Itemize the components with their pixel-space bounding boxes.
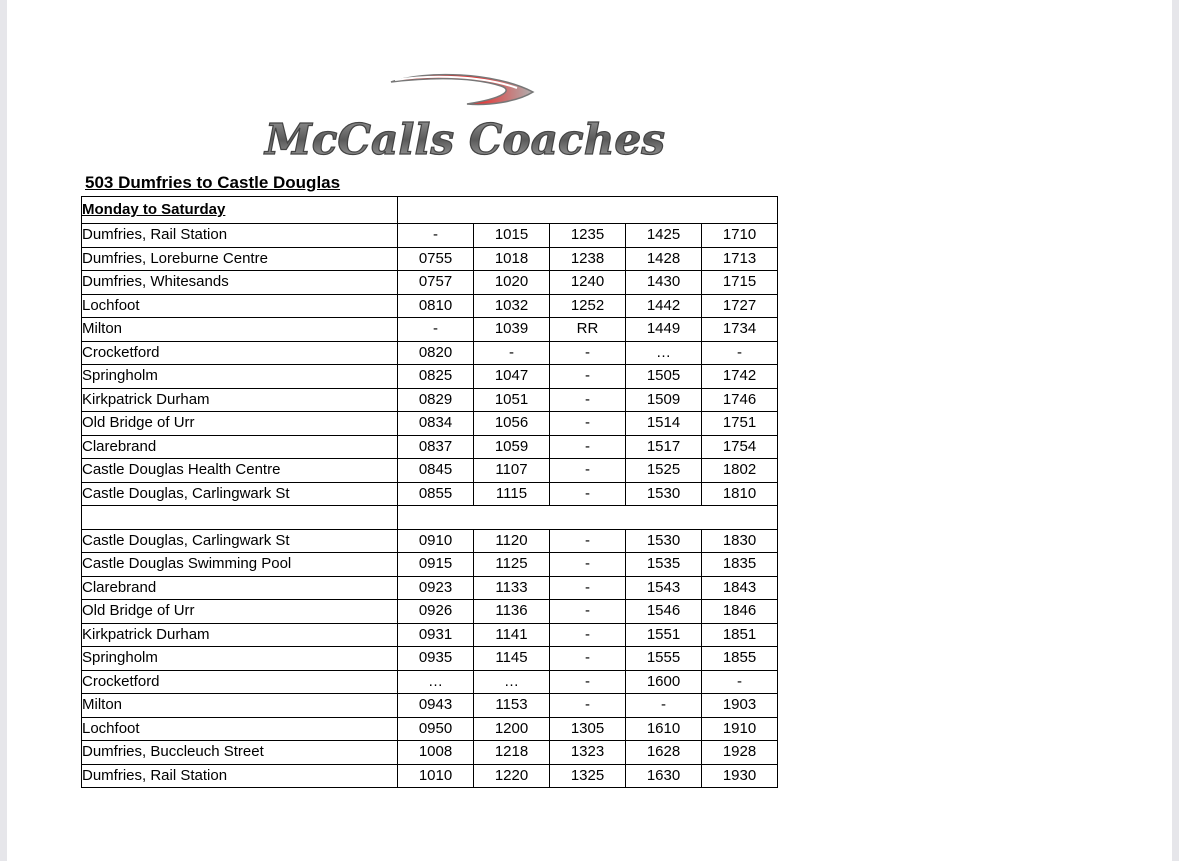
departure-time: - bbox=[550, 435, 626, 459]
timetable-row bbox=[82, 294, 778, 318]
section-spacer-row bbox=[82, 506, 778, 530]
stop-name: Dumfries, Whitesands bbox=[82, 271, 398, 295]
timetable-row bbox=[82, 600, 778, 624]
departure-time: 1145 bbox=[474, 647, 550, 671]
timetable-row bbox=[82, 764, 778, 788]
timetable-row bbox=[82, 341, 778, 365]
departure-time: - bbox=[550, 341, 626, 365]
stop-name: Dumfries, Rail Station bbox=[82, 764, 398, 788]
departure-time: 0950 bbox=[398, 717, 474, 741]
departure-time: 1746 bbox=[702, 388, 778, 412]
departure-time: - bbox=[550, 670, 626, 694]
departure-time: 0837 bbox=[398, 435, 474, 459]
departure-time: 1835 bbox=[702, 553, 778, 577]
timetable-row bbox=[82, 553, 778, 577]
departure-time: 0931 bbox=[398, 623, 474, 647]
departure-time: 1530 bbox=[626, 482, 702, 506]
departure-time: 0845 bbox=[398, 459, 474, 483]
departure-time: 0757 bbox=[398, 271, 474, 295]
departure-time: 1630 bbox=[626, 764, 702, 788]
departure-time: 1133 bbox=[474, 576, 550, 600]
departure-time: 1428 bbox=[626, 247, 702, 271]
departure-time: 1810 bbox=[702, 482, 778, 506]
stop-name: Old Bridge of Urr bbox=[82, 600, 398, 624]
departure-time: 1430 bbox=[626, 271, 702, 295]
stop-name: Springholm bbox=[82, 365, 398, 389]
timetable-row bbox=[82, 647, 778, 671]
departure-time: 1449 bbox=[626, 318, 702, 342]
stop-name: Kirkpatrick Durham bbox=[82, 623, 398, 647]
departure-time: 1240 bbox=[550, 271, 626, 295]
departure-time: 1551 bbox=[626, 623, 702, 647]
departure-time: - bbox=[550, 412, 626, 436]
stop-name: Kirkpatrick Durham bbox=[82, 388, 398, 412]
departure-time: 1742 bbox=[702, 365, 778, 389]
departure-time: 1715 bbox=[702, 271, 778, 295]
departure-time: 1238 bbox=[550, 247, 626, 271]
departure-time: 1855 bbox=[702, 647, 778, 671]
departure-time: 1141 bbox=[474, 623, 550, 647]
departure-time: 1903 bbox=[702, 694, 778, 718]
departure-time: 1727 bbox=[702, 294, 778, 318]
stop-name: Milton bbox=[82, 318, 398, 342]
departure-time: 0915 bbox=[398, 553, 474, 577]
spacer-cell bbox=[398, 506, 778, 530]
departure-time: 0935 bbox=[398, 647, 474, 671]
departure-time: 1517 bbox=[626, 435, 702, 459]
departure-time: 1047 bbox=[474, 365, 550, 389]
departure-time: 1830 bbox=[702, 529, 778, 553]
timetable-row bbox=[82, 741, 778, 765]
timetable-body bbox=[82, 197, 778, 788]
stop-name: Dumfries, Loreburne Centre bbox=[82, 247, 398, 271]
departure-time: - bbox=[550, 482, 626, 506]
departure-time: 1525 bbox=[626, 459, 702, 483]
stop-name: Milton bbox=[82, 694, 398, 718]
departure-time: 1546 bbox=[626, 600, 702, 624]
departure-time: 1754 bbox=[702, 435, 778, 459]
departure-time: - bbox=[702, 670, 778, 694]
departure-time: 1713 bbox=[702, 247, 778, 271]
departure-time: 0855 bbox=[398, 482, 474, 506]
departure-time: 1928 bbox=[702, 741, 778, 765]
departure-time: 1628 bbox=[626, 741, 702, 765]
departure-time: 0923 bbox=[398, 576, 474, 600]
departure-time: - bbox=[550, 553, 626, 577]
timetable-header-row bbox=[82, 197, 778, 224]
days-heading: Monday to Saturday bbox=[82, 197, 398, 224]
timetable-row bbox=[82, 247, 778, 271]
timetable-row bbox=[82, 694, 778, 718]
departure-time: … bbox=[474, 670, 550, 694]
stop-name: Crocketford bbox=[82, 341, 398, 365]
timetable-row bbox=[82, 717, 778, 741]
stop-name: Dumfries, Buccleuch Street bbox=[82, 741, 398, 765]
departure-time: 1235 bbox=[550, 224, 626, 248]
route-title: 503 Dumfries to Castle Douglas bbox=[85, 173, 341, 192]
stop-name: Dumfries, Rail Station bbox=[82, 224, 398, 248]
departure-time: 1535 bbox=[626, 553, 702, 577]
departure-time: - bbox=[550, 576, 626, 600]
departure-time: 1930 bbox=[702, 764, 778, 788]
timetable-row bbox=[82, 529, 778, 553]
departure-time: 1120 bbox=[474, 529, 550, 553]
departure-time: 1442 bbox=[626, 294, 702, 318]
logo-wordmark: McCalls Coaches bbox=[262, 115, 665, 164]
departure-time: 0910 bbox=[398, 529, 474, 553]
departure-time: - bbox=[550, 694, 626, 718]
departure-time: - bbox=[550, 388, 626, 412]
departure-time: 0829 bbox=[398, 388, 474, 412]
departure-time: - bbox=[550, 623, 626, 647]
departure-time: - bbox=[550, 647, 626, 671]
departure-time: 0810 bbox=[398, 294, 474, 318]
departure-time: 1530 bbox=[626, 529, 702, 553]
stop-name: Old Bridge of Urr bbox=[82, 412, 398, 436]
timetable-row bbox=[82, 670, 778, 694]
departure-time: 1505 bbox=[626, 365, 702, 389]
timetable-row bbox=[82, 365, 778, 389]
timetable-row bbox=[82, 224, 778, 248]
departure-time: RR bbox=[550, 318, 626, 342]
departure-time: - bbox=[550, 459, 626, 483]
timetable-row bbox=[82, 482, 778, 506]
departure-time: … bbox=[626, 341, 702, 365]
departure-time: 1008 bbox=[398, 741, 474, 765]
departure-time: 1509 bbox=[626, 388, 702, 412]
departure-time: 1910 bbox=[702, 717, 778, 741]
departure-time: 0926 bbox=[398, 600, 474, 624]
departure-time: 1125 bbox=[474, 553, 550, 577]
departure-time: 1153 bbox=[474, 694, 550, 718]
departure-time: 1325 bbox=[550, 764, 626, 788]
departure-time: 1710 bbox=[702, 224, 778, 248]
departure-time: 1200 bbox=[474, 717, 550, 741]
stop-name: Crocketford bbox=[82, 670, 398, 694]
departure-time: 1555 bbox=[626, 647, 702, 671]
departure-time: 1218 bbox=[474, 741, 550, 765]
departure-time: 1425 bbox=[626, 224, 702, 248]
departure-time: 1514 bbox=[626, 412, 702, 436]
departure-time: 1600 bbox=[626, 670, 702, 694]
timetable-row bbox=[82, 435, 778, 459]
departure-time: … bbox=[398, 670, 474, 694]
departure-time: 1220 bbox=[474, 764, 550, 788]
stop-name: Springholm bbox=[82, 647, 398, 671]
departure-time: 1039 bbox=[474, 318, 550, 342]
timetable-row bbox=[82, 459, 778, 483]
stop-name: Lochfoot bbox=[82, 717, 398, 741]
departure-time: 1802 bbox=[702, 459, 778, 483]
departure-time: - bbox=[398, 318, 474, 342]
departure-time: 0755 bbox=[398, 247, 474, 271]
stop-name: Castle Douglas Health Centre bbox=[82, 459, 398, 483]
spacer-cell bbox=[82, 506, 398, 530]
departure-time: 1010 bbox=[398, 764, 474, 788]
stop-name: Lochfoot bbox=[82, 294, 398, 318]
departure-time: 1843 bbox=[702, 576, 778, 600]
departure-time: 1051 bbox=[474, 388, 550, 412]
departure-time: 1032 bbox=[474, 294, 550, 318]
departure-time: - bbox=[626, 694, 702, 718]
departure-time: 0825 bbox=[398, 365, 474, 389]
timetable-row bbox=[82, 412, 778, 436]
departure-time: 1751 bbox=[702, 412, 778, 436]
stop-name: Castle Douglas, Carlingwark St bbox=[82, 482, 398, 506]
departure-time: 1107 bbox=[474, 459, 550, 483]
departure-time: - bbox=[550, 600, 626, 624]
departure-time: 1846 bbox=[702, 600, 778, 624]
document-page bbox=[7, 0, 1172, 861]
departure-time: 1610 bbox=[626, 717, 702, 741]
stop-name: Castle Douglas Swimming Pool bbox=[82, 553, 398, 577]
stop-name: Clarebrand bbox=[82, 435, 398, 459]
departure-time: 1305 bbox=[550, 717, 626, 741]
departure-time: 1734 bbox=[702, 318, 778, 342]
departure-time: 1018 bbox=[474, 247, 550, 271]
departure-time: 1136 bbox=[474, 600, 550, 624]
departure-time: 1543 bbox=[626, 576, 702, 600]
timetable-row bbox=[82, 318, 778, 342]
departure-time: - bbox=[474, 341, 550, 365]
timetable-row bbox=[82, 623, 778, 647]
departure-time: - bbox=[702, 341, 778, 365]
departure-time: 1059 bbox=[474, 435, 550, 459]
stop-name: Castle Douglas, Carlingwark St bbox=[82, 529, 398, 553]
departure-time: 0943 bbox=[398, 694, 474, 718]
header-blank-cell bbox=[398, 197, 778, 224]
company-logo bbox=[255, 66, 675, 166]
timetable-row bbox=[82, 388, 778, 412]
departure-time: 1851 bbox=[702, 623, 778, 647]
departure-time: 1056 bbox=[474, 412, 550, 436]
departure-time: - bbox=[550, 365, 626, 389]
departure-time: 0820 bbox=[398, 341, 474, 365]
timetable bbox=[81, 196, 778, 788]
departure-time: - bbox=[550, 529, 626, 553]
departure-time: 1020 bbox=[474, 271, 550, 295]
departure-time: - bbox=[398, 224, 474, 248]
departure-time: 1323 bbox=[550, 741, 626, 765]
departure-time: 1115 bbox=[474, 482, 550, 506]
departure-time: 1015 bbox=[474, 224, 550, 248]
departure-time: 1252 bbox=[550, 294, 626, 318]
timetable-row bbox=[82, 576, 778, 600]
timetable-row bbox=[82, 271, 778, 295]
stop-name: Clarebrand bbox=[82, 576, 398, 600]
departure-time: 0834 bbox=[398, 412, 474, 436]
